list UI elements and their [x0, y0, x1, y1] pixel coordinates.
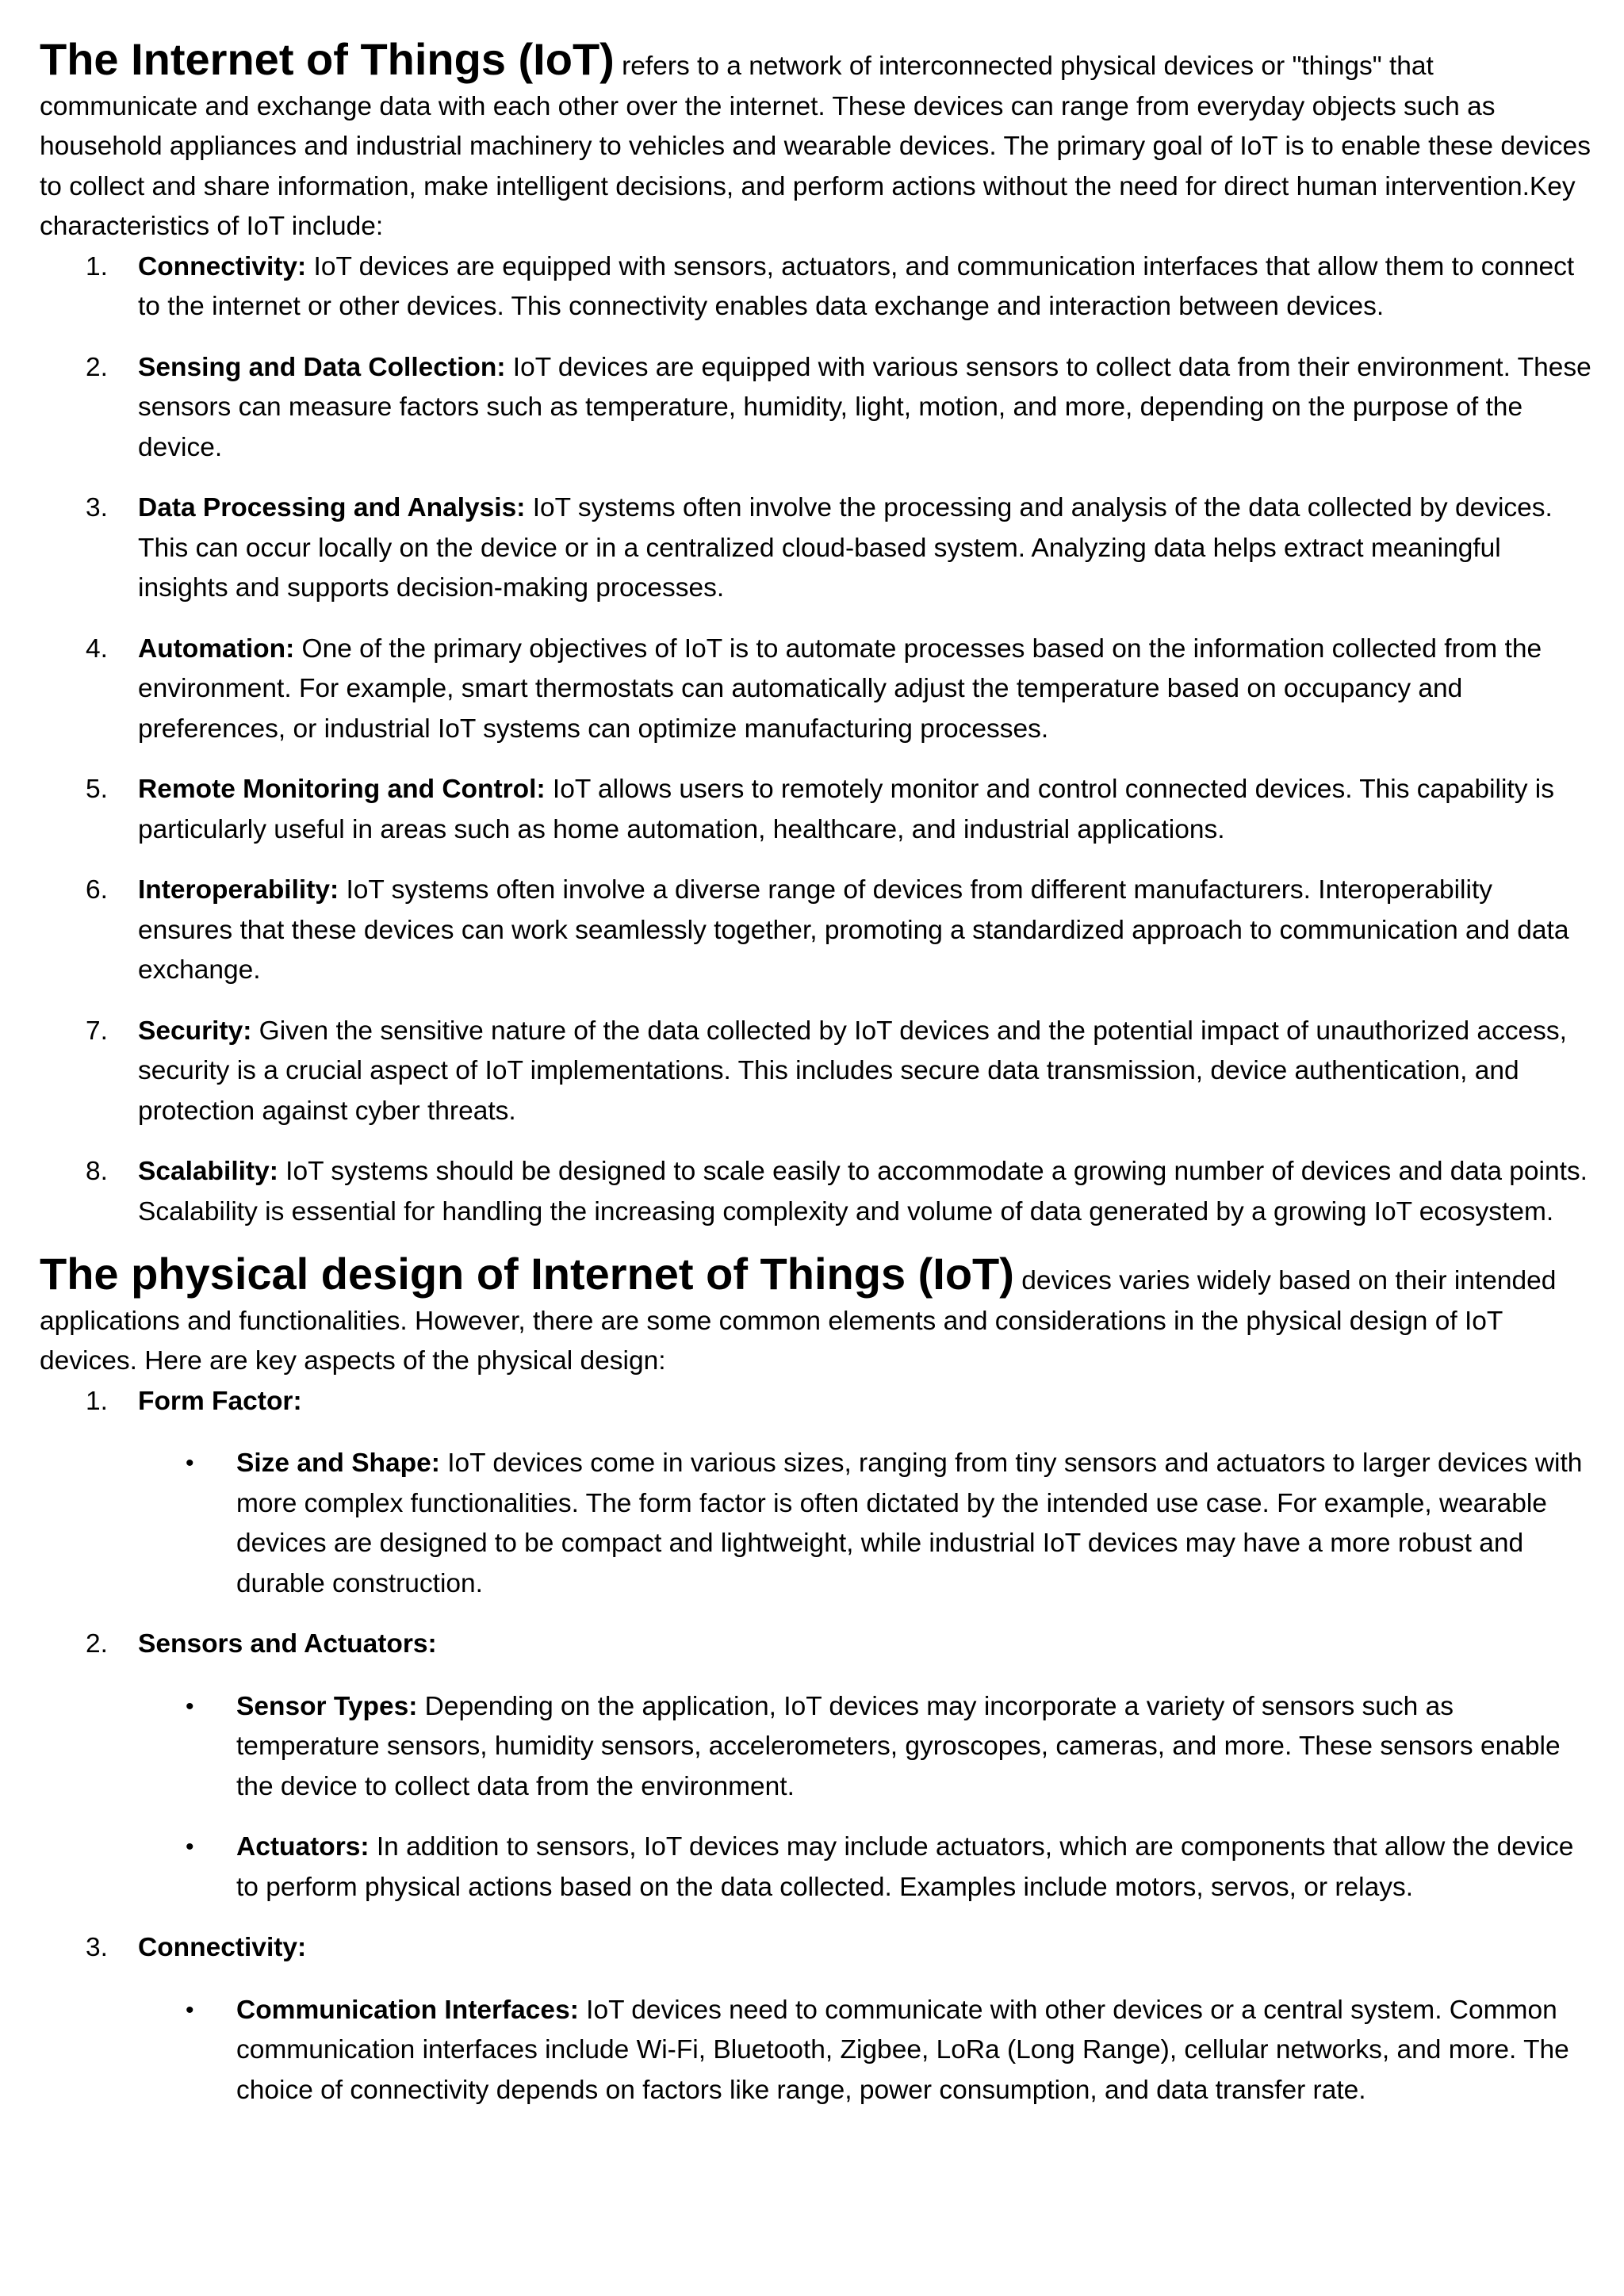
- sub-text: IoT devices come in various sizes, ranging from tiny sensors and actuators to larger devices with more complex functionalities. The form factor is often dictated by the intended use case. For example, wearable devices are designed to be compact and lightweight, while industrial IoT devices may have a more robust and durable construction.: [236, 1448, 1583, 1598]
- list-text: IoT systems often involve the processing and analysis of the data collected by devices. This can occur locally on the device or in a centralized cloud-based system. Analyzing data helps extract meaningful insights and supports decision-making processes.: [138, 493, 1553, 603]
- list-number: 6.: [86, 875, 108, 905]
- list-number: 8.: [86, 1157, 108, 1186]
- sub-list: [138, 1444, 1594, 1604]
- section2-design-list: [40, 1382, 1594, 2111]
- list-term: Form Factor:: [138, 1386, 302, 1416]
- sub-term: Actuators:: [236, 1832, 370, 1862]
- list-number: 2.: [86, 352, 108, 382]
- section2-title: The physical design of Internet of Things (IoT): [40, 1249, 1014, 1299]
- list-number: 1.: [86, 1386, 108, 1416]
- bullet-icon: •: [186, 1450, 194, 1476]
- list-term: Data Processing and Analysis:: [138, 493, 526, 522]
- list-number: 1.: [86, 251, 108, 281]
- list-item-form-factor: [40, 1382, 1594, 1605]
- list-term: Automation:: [138, 633, 295, 664]
- list-item-security: [40, 1012, 1594, 1132]
- list-item-connectivity-design: [40, 1928, 1594, 2110]
- sub-term: Size and Shape:: [236, 1448, 440, 1478]
- list-text: IoT systems should be designed to scale easily to accommodate a growing number of devices and data points. Scalability is essential for handling the increasing complexity and volume of data generated by a growing IoT ecosystem.: [138, 1157, 1588, 1226]
- list-term: Sensing and Data Collection:: [138, 352, 506, 382]
- bullet-icon: •: [186, 1693, 194, 1720]
- list-term: Sensors and Actuators:: [138, 1629, 437, 1659]
- list-number: 4.: [86, 633, 108, 664]
- list-text: IoT allows users to remotely monitor and control connected devices. This capability is particularly useful in areas such as home automation, healthcare, and industrial applications.: [138, 775, 1554, 844]
- section1-characteristics-list: [40, 247, 1594, 1233]
- sub-term: Communication Interfaces:: [236, 1995, 579, 2025]
- list-item-automation: [40, 629, 1594, 750]
- bullet-icon: •: [186, 1996, 194, 2023]
- section1-intro-paragraph: [40, 34, 1594, 247]
- list-item-remote-monitoring: [40, 770, 1594, 850]
- list-number: 2.: [86, 1629, 108, 1659]
- sub-list: [138, 1687, 1594, 1908]
- list-number: 5.: [86, 775, 108, 804]
- sub-text: IoT devices need to communicate with other devices or a central system. Common communication interfaces include Wi-Fi, Bluetooth, Zigbee, LoRa (Long Range), cellular networks, and more. The choice of connectivity depends on factors like range, power consumption, and data transfer rate.: [236, 1995, 1569, 2105]
- list-term: Connectivity:: [138, 1933, 307, 1962]
- sub-item-actuators: [40, 1827, 1594, 1908]
- list-text: IoT devices are equipped with various sensors to collect data from their environment. These sensors can measure factors such as temperature, humidity, light, motion, and more, depending on the purpose of the device.: [138, 352, 1591, 462]
- list-number: 7.: [86, 1016, 108, 1046]
- list-item-sensors-actuators: [40, 1624, 1594, 1908]
- list-number: 3.: [86, 1933, 108, 1962]
- sub-text: Depending on the application, IoT devices may incorporate a variety of sensors such as temperature sensors, humidity sensors, accelerometers, gyroscopes, cameras, and more. These sensors enable the device to collect data from the environment.: [236, 1691, 1561, 1801]
- list-term: Connectivity:: [138, 251, 307, 281]
- sub-list: [138, 1991, 1594, 2111]
- list-term: Scalability:: [138, 1157, 278, 1186]
- list-item-sensing: [40, 348, 1594, 469]
- list-text: Given the sensitive nature of the data collected by IoT devices and the potential impact of unauthorized access, security is a crucial aspect of IoT implementations. This includes secure data transmission, device authentication, and protection against cyber threats.: [138, 1016, 1567, 1126]
- list-text: One of the primary objectives of IoT is to automate processes based on the information collected from the environment. For example, smart thermostats can automatically adjust the temperature based on occupancy and preferences, or industrial IoT systems can optimize manufacturing processes.: [138, 633, 1542, 744]
- list-item-scalability: [40, 1152, 1594, 1232]
- list-item-interoperability: [40, 871, 1594, 991]
- list-text: IoT systems often involve a diverse range of devices from different manufacturers. Interoperability ensures that these devices can work seamlessly together, promoting a standardized approach to communication and data exchange.: [138, 875, 1569, 985]
- section2-intro-text: devices varies widely based on their intended applications and functionalities. However, there are some common elements and considerations in the physical design of IoT devices. Here are key aspects of the physical design:: [40, 1266, 1557, 1376]
- list-number: 3.: [86, 493, 108, 522]
- list-term: Remote Monitoring and Control:: [138, 775, 546, 804]
- list-term: Security:: [138, 1016, 252, 1046]
- bullet-icon: •: [186, 1834, 194, 1860]
- sub-item-size-and-shape: [40, 1444, 1594, 1604]
- document-page: [40, 34, 1594, 2131]
- list-item-connectivity: [40, 247, 1594, 327]
- sub-item-sensor-types: [40, 1687, 1594, 1808]
- section1-title: The Internet of Things (IoT): [40, 34, 615, 84]
- list-text: IoT devices are equipped with sensors, actuators, and communication interfaces that allow them to connect to the internet or other devices. This connectivity enables data exchange and interaction between devices.: [138, 251, 1575, 321]
- list-item-data-processing: [40, 488, 1594, 609]
- sub-text: In addition to sensors, IoT devices may include actuators, which are components that allow the device to perform physical actions based on the data collected. Examples include motors, servos, or relays.: [236, 1832, 1574, 1902]
- sub-item-communication-interfaces: [40, 1991, 1594, 2111]
- section1-intro-text: refers to a network of interconnected physical devices or "things" that communicate and exchange data with each other over the internet. These devices can range from everyday objects such as household appliances and industrial machinery to vehicles and wearable devices. The primary goal of IoT is to enable these devices to collect and share information, make intelligent decisions, and perform actions without the need for direct human intervention.Key characteristics of IoT include:: [40, 52, 1591, 241]
- list-term: Interoperability:: [138, 875, 339, 905]
- sub-term: Sensor Types:: [236, 1691, 418, 1721]
- section2-intro-paragraph: [40, 1249, 1594, 1382]
